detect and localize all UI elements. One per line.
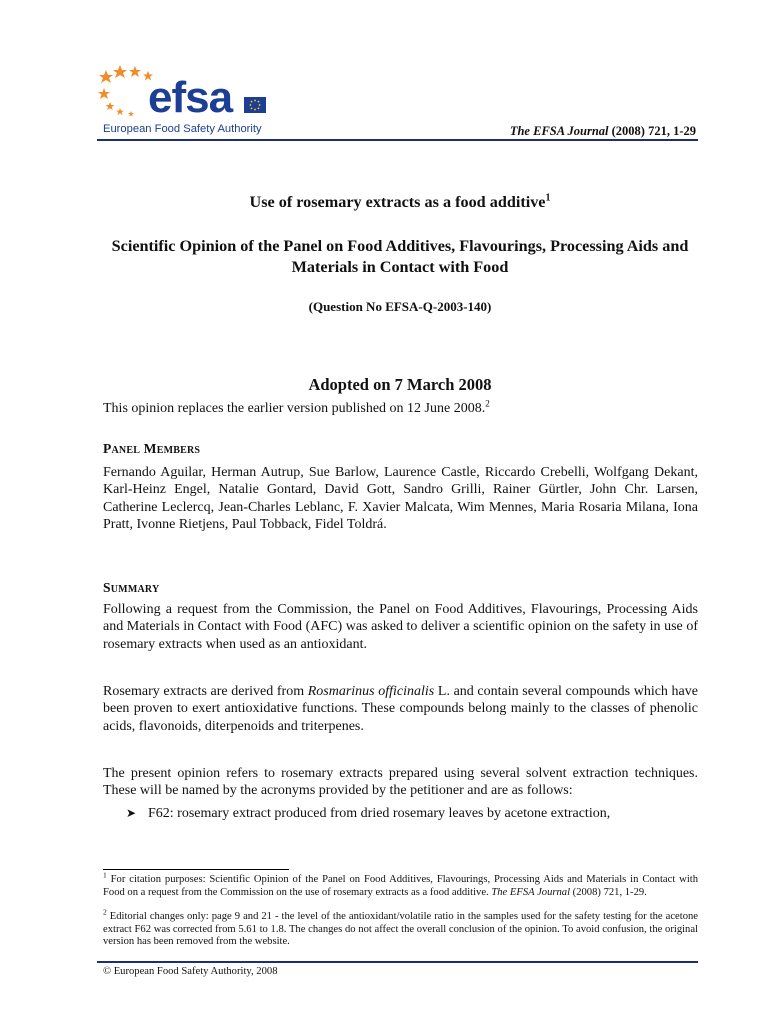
footnote-1 (103, 870, 698, 899)
title-text: Use of rosemary extracts as a food additive (249, 193, 546, 211)
footnote-1-text: For citation purposes: Scientific Opinion of the Panel on Food Additives, Flavourings, Processing Aids and Materials in Contact with Food on a request from the Commission on the use of rosemary extracts as a food additive. (103, 874, 698, 898)
logo-caption: European Food Safety Authority (103, 123, 262, 135)
logo-wordmark: efsa (148, 73, 233, 122)
summary-p2-after: L. and contain several compounds which have been proven to exert antioxidative functions. These compounds belong mainly to the classes of phenolic acids, flavonoids, diterpenoids and triterpenes. (103, 684, 698, 734)
footnote-2 (103, 907, 698, 949)
replaces-note (103, 400, 698, 417)
adopted-date: Adopted on 7 March 2008 (308, 375, 492, 394)
footnote-2-text: Editorial changes only: page 9 and 21 - the level of the antioxidant/volatile ratio in the samples used for the safety testing for the acetone extract F62 was corrected from 5.61 to 1.8. The changes do not affect the overall conclusion of the opinion. To avoid confusion, the original version has been removed from the website. (103, 911, 698, 948)
footnote-2-number: 2 (103, 907, 107, 917)
summary-heading: Summary (103, 580, 160, 595)
summary-paragraph-2 (103, 683, 698, 735)
copyright-notice: © European Food Safety Authority, 2008 (103, 966, 278, 977)
eu-flag-icon (244, 97, 266, 113)
question-number: (Question No EFSA-Q-2003-140) (308, 299, 492, 314)
replaces-text: This opinion replaces the earlier version published on 12 June 2008. (103, 401, 486, 416)
species-name: Rosmarinus officinalis (307, 684, 435, 699)
header-rule (97, 139, 698, 141)
footnote-rule (103, 869, 289, 870)
star-arc-icon (98, 65, 153, 117)
document-title (100, 193, 700, 212)
bullet-text: F62: rosemary extract produced from dried rosemary leaves by acetone extraction, (148, 806, 611, 821)
footnote-1-journal: The EFSA Journal (491, 886, 571, 898)
panel-members-list: Fernando Aguilar, Herman Autrup, Sue Barlow, Laurence Castle, Riccardo Crebelli, Wolfgang Dekant, Karl-Heinz Engel, Natalie Gontard, David Gott, Sandro Grilli, Rainer Gürtler, John Chr. Larsen, Catherine Leclercq, Jean-Charles Leblanc, F. Xavier Malcata, Wim Mennes, Maria Rosaria Milana, Iona Pratt, Ivonne Rietjens, Paul Tobback, Fidel Toldrá. (103, 465, 698, 533)
summary-paragraph-3: The present opinion refers to rosemary extracts prepared using several solvent extraction techniques. These will be named by the acronyms provided by the petitioner and are as follows: (103, 766, 698, 799)
journal-details: (2008) 721, 1-29 (611, 124, 696, 138)
footnote-1-tail: (2008) 721, 1-29. (570, 886, 647, 898)
bullet-item (126, 806, 610, 822)
bullet-arrow-icon: ➤ (126, 806, 137, 820)
replaces-footnote-ref[interactable]: 2 (485, 398, 490, 409)
title-footnote-ref[interactable]: 1 (545, 192, 551, 204)
document-subtitle: Scientific Opinion of the Panel on Food Additives, Flavourings, Processing Aids and Materials in Contact with Food (111, 237, 689, 276)
summary-p2-before: Rosemary extracts are derived from (103, 684, 308, 699)
journal-name: The EFSA Journal (509, 124, 609, 138)
journal-reference (510, 124, 696, 139)
footnote-1-number: 1 (103, 870, 107, 880)
panel-members-heading: Panel Members (103, 441, 201, 456)
footer-rule (97, 961, 698, 963)
summary-paragraph-1: Following a request from the Commission, the Panel on Food Additives, Flavourings, Processing Aids and Materials in Contact with Food (AFC) was asked to deliver a scientific opinion on the safety in use of rosemary extracts when used as an antioxidant. (103, 602, 698, 652)
